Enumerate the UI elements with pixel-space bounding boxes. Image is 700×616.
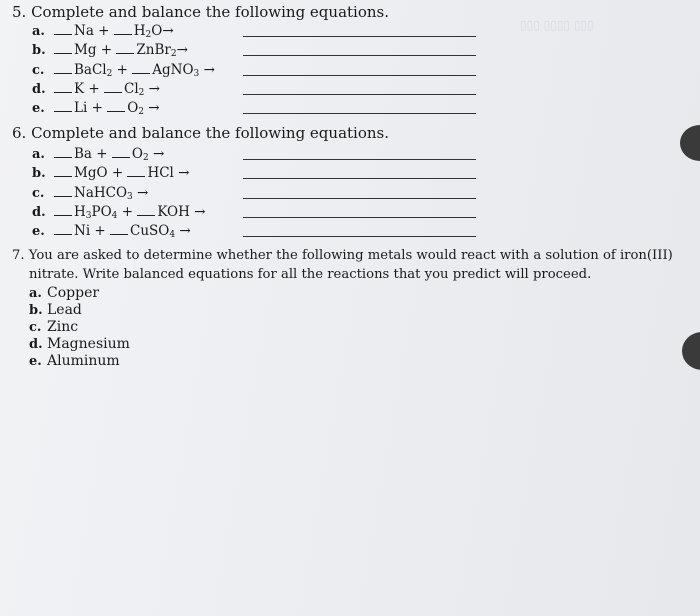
answer-line[interactable] — [243, 36, 476, 37]
bleed-through-text: ▯▯▯ ▯▯▯▯ ▯▯▯ — [520, 18, 594, 32]
q6-item-d: d. $H_3PO_4$ + KOH → — [32, 204, 206, 221]
answer-line[interactable] — [243, 178, 476, 179]
q7-metal-magnesium: d. Magnesium — [29, 336, 130, 352]
q6-item-b: b. MgO + HCl → — [32, 165, 190, 181]
question-5-title: 5. Complete and balance the following equations. — [12, 3, 389, 21]
q6-item-c: c. NaHCO$_3$ → — [32, 185, 149, 202]
q7-metal-aluminum: e. Aluminum — [29, 353, 120, 369]
answer-line[interactable] — [243, 94, 476, 95]
answer-line[interactable] — [243, 217, 476, 218]
question-7-line-1: 7. You are asked to determine whether the following metals would react with a solution of iron(III) — [12, 248, 673, 263]
q5-item-a: a. $Na + H_2O\to$ — [32, 23, 174, 40]
question-7-line-2: nitrate. Write balanced equations for all the reactions that you predict will proceed. — [29, 267, 592, 282]
q7-metal-zinc: c. Zinc — [29, 319, 79, 335]
question-6-title: 6. Complete and balance the following equations. — [12, 124, 389, 142]
q6-item-a: a. $Ba + O_2$ → — [32, 146, 165, 163]
q5-item-e: e. $Li + O_2$ → — [32, 100, 160, 117]
q5-item-d: d. $K + Cl_2$ → — [32, 81, 160, 98]
q5-item-c: c. BaCl$_2$ + AgNO$_3$ → — [32, 62, 215, 79]
answer-line[interactable] — [243, 159, 476, 160]
answer-line[interactable] — [243, 113, 476, 114]
answer-line[interactable] — [243, 236, 476, 237]
q6-item-e: e. Ni + CuSO$_4$ → — [32, 223, 191, 240]
answer-line[interactable] — [243, 55, 476, 56]
binder-hole — [682, 332, 700, 370]
answer-line[interactable] — [243, 75, 476, 76]
q5-item-b: b. Mg + ZnBr$_2$→ — [32, 42, 188, 59]
answer-line[interactable] — [243, 198, 476, 199]
binder-hole — [680, 125, 700, 161]
q7-metal-copper: a. Copper — [29, 285, 100, 301]
q7-metal-lead: b. Lead — [29, 302, 82, 318]
